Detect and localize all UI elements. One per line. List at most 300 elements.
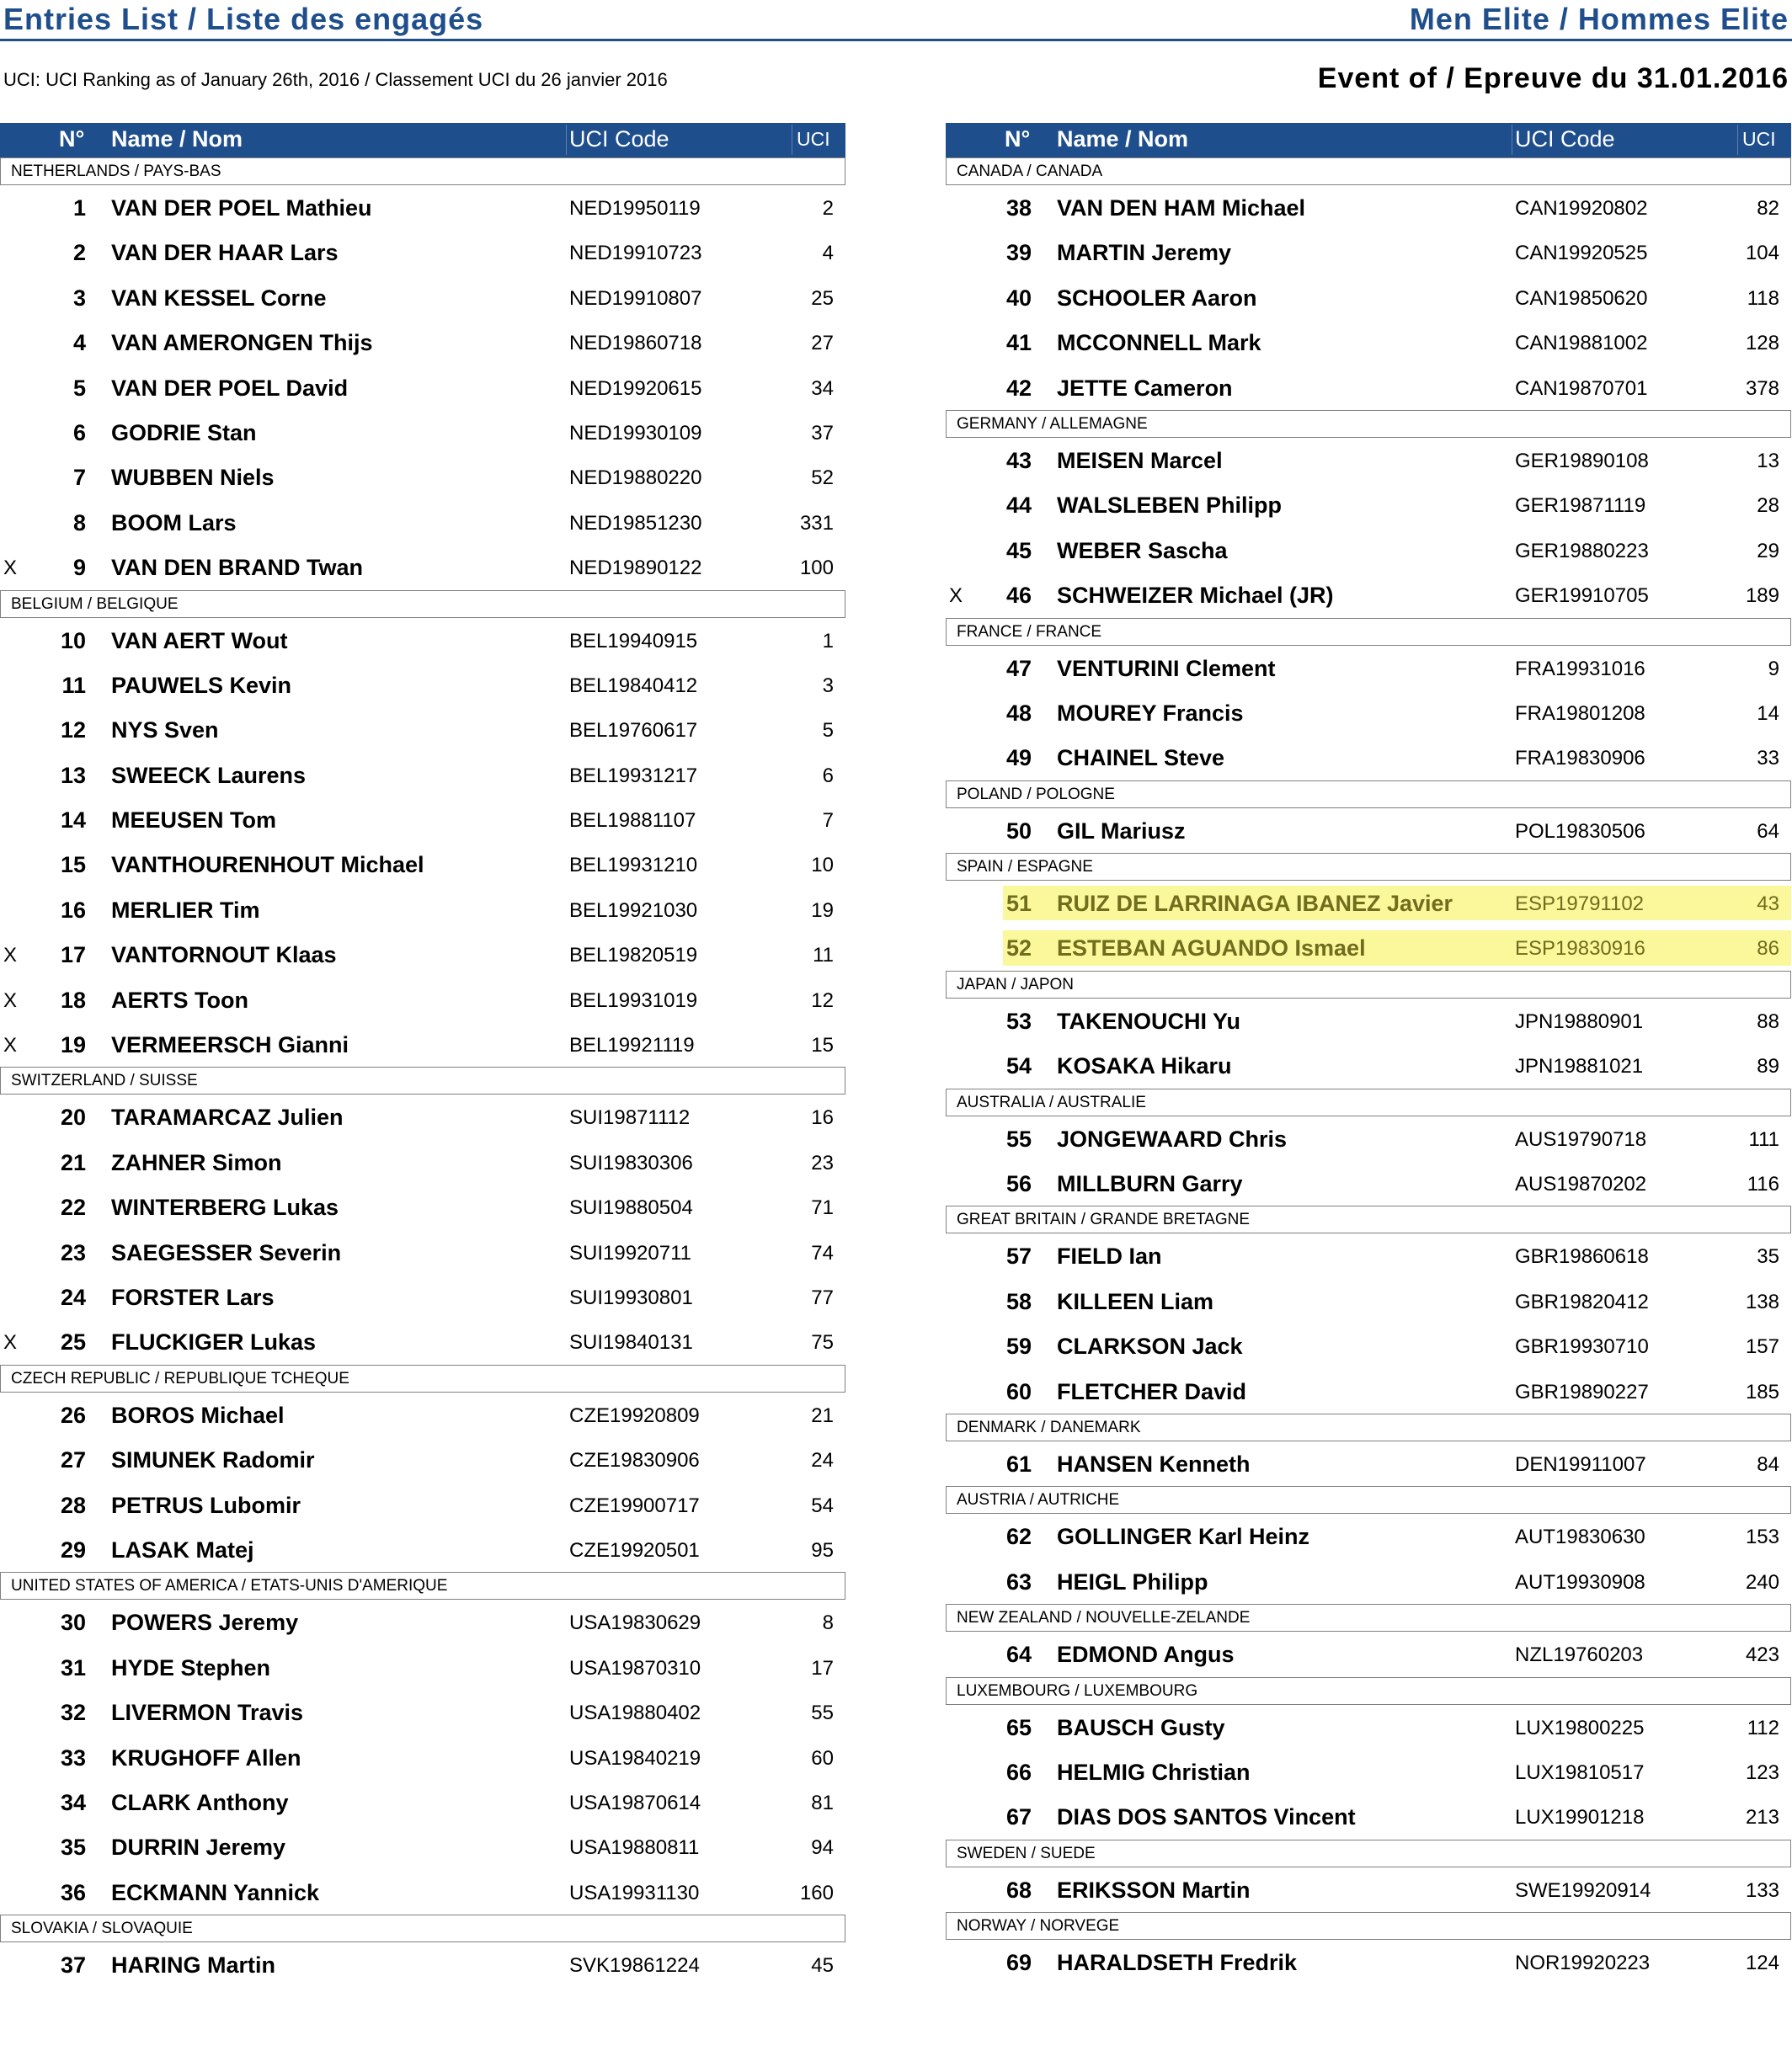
table-row <box>0 1437 845 1482</box>
uci-ranking: 9 <box>1768 657 1779 680</box>
rider-number: 35 <box>60 1835 86 1861</box>
rider-number: 24 <box>60 1284 86 1310</box>
uci-code: GBR19930710 <box>1515 1335 1649 1359</box>
rider-name: CHAINEL Steve <box>1057 745 1225 771</box>
uci-ranking: 60 <box>811 1746 834 1770</box>
uci-code: AUS19790718 <box>1515 1127 1647 1151</box>
event-date: Event of / Epreuve du 31.01.2016 <box>1317 62 1789 94</box>
rider-name: HARING Martin <box>111 1952 275 1979</box>
entry-mark: X <box>3 944 18 967</box>
rider-number: 56 <box>1005 1171 1032 1197</box>
rider-name: KOSAKA Hikaru <box>1057 1053 1232 1079</box>
rider-number: 39 <box>1005 240 1032 266</box>
table-row <box>0 797 845 842</box>
uci-ranking: 189 <box>1745 584 1779 608</box>
rider-name: SIMUNEK Radomir <box>111 1447 315 1473</box>
rider-number: 2 <box>72 240 86 266</box>
table-row <box>946 438 1791 482</box>
table-row <box>946 320 1791 365</box>
rider-number: 63 <box>1005 1569 1032 1595</box>
uci-code: CZE19900717 <box>569 1494 700 1517</box>
rider-name: KRUGHOFF Allen <box>111 1744 301 1771</box>
uci-ranking: 75 <box>811 1331 834 1355</box>
table-row <box>946 1043 1791 1088</box>
uci-code: NED19860718 <box>569 332 702 355</box>
rider-name: AERTS Toon <box>111 987 248 1013</box>
table-row <box>0 1735 845 1780</box>
rider-number: 32 <box>60 1700 86 1726</box>
uci-code: CAN19920802 <box>1515 197 1648 220</box>
header-number: N° <box>1005 126 1031 152</box>
rider-name: ECKMANN Yannick <box>111 1879 320 1905</box>
rider-number: 26 <box>60 1402 86 1428</box>
country-header: SLOVAKIA / SLOVAQUIE <box>0 1915 845 1942</box>
rider-name: MARTIN Jeremy <box>1057 240 1232 266</box>
uci-code: SUI19840131 <box>569 1331 693 1355</box>
country-header: SWEDEN / SUEDE <box>946 1840 1791 1867</box>
uci-ranking: 35 <box>1757 1245 1779 1269</box>
uci-code: BEL19921119 <box>569 1034 695 1057</box>
rider-number: 8 <box>72 509 86 535</box>
rider-number: 45 <box>1005 537 1032 563</box>
uci-code: CZE19830906 <box>569 1449 700 1473</box>
rider-name: VAN DER HAAR Lars <box>111 240 339 266</box>
rider-name: VAN DER POEL David <box>111 375 349 401</box>
uci-ranking: 52 <box>811 466 834 490</box>
uci-code: POL19830506 <box>1515 819 1645 843</box>
table-row <box>0 932 845 977</box>
rider-name: VAN AERT Wout <box>111 627 288 653</box>
rider-number: 12 <box>60 717 86 743</box>
table-row <box>946 1632 1791 1676</box>
rider-number: 31 <box>60 1654 86 1681</box>
rider-name: VENTURINI Clement <box>1057 655 1276 681</box>
uci-ranking: 100 <box>799 557 834 580</box>
table-row <box>0 320 845 365</box>
country-header: LUXEMBOURG / LUXEMBOURG <box>946 1677 1791 1705</box>
table-row <box>946 690 1791 735</box>
rider-number: 27 <box>60 1447 86 1473</box>
uci-ranking: 15 <box>811 1034 834 1057</box>
entry-mark: X <box>3 557 18 580</box>
uci-ranking: 12 <box>811 988 834 1012</box>
rider-number: 3 <box>72 285 86 311</box>
rider-number: 14 <box>60 807 86 834</box>
rider-number: 30 <box>60 1610 86 1636</box>
uci-code: BEL19931019 <box>569 988 698 1012</box>
uci-ranking: 10 <box>811 854 834 877</box>
table-row <box>0 230 845 274</box>
table-header <box>946 123 1791 157</box>
rider-number: 59 <box>1005 1334 1032 1360</box>
table-row <box>946 275 1791 320</box>
uci-ranking: 19 <box>811 898 834 922</box>
rider-number: 54 <box>1005 1053 1032 1079</box>
uci-code: USA19830629 <box>569 1611 701 1635</box>
table-row <box>946 1705 1791 1750</box>
rider-name: TAKENOUCHI Yu <box>1057 1008 1241 1034</box>
rider-name: MEISEN Marcel <box>1057 447 1223 473</box>
rider-name: BOOM Lars <box>111 509 237 535</box>
country-header: UNITED STATES OF AMERICA / ETATS-UNIS D'AMERIQUE <box>0 1572 845 1600</box>
rider-name: FORSTER Lars <box>111 1284 275 1310</box>
rider-name: VAN AMERONGEN Thijs <box>111 330 373 356</box>
table-row <box>946 1369 1791 1414</box>
uci-ranking: 71 <box>811 1196 834 1220</box>
uci-ranking: 37 <box>811 421 834 445</box>
rider-name: VANTORNOUT Klaas <box>111 942 337 968</box>
table-row-highlighted <box>946 881 1791 925</box>
country-header: NORWAY / NORVEGE <box>946 1912 1791 1940</box>
uci-code: GBR19860618 <box>1515 1245 1649 1269</box>
uci-code: BEL19881107 <box>569 809 696 833</box>
table-row <box>0 1140 845 1185</box>
rider-number: 7 <box>72 465 86 491</box>
uci-ranking: 3 <box>822 674 834 697</box>
rider-number: 33 <box>60 1744 86 1771</box>
country-header: GERMANY / ALLEMAGNE <box>946 410 1791 438</box>
table-row <box>0 1095 845 1139</box>
uci-ranking: 86 <box>1757 937 1779 961</box>
country-header: CZECH REPUBLIC / REPUBLIQUE TCHEQUE <box>0 1365 845 1393</box>
uci-ranking: 331 <box>799 511 834 535</box>
table-row <box>0 1690 845 1734</box>
header-name: Name / Nom <box>111 126 243 152</box>
entries-table-left <box>0 123 845 1987</box>
uci-ranking: 28 <box>1757 494 1779 518</box>
uci-code: USA19931130 <box>569 1881 700 1904</box>
header-uci-ranking: UCI <box>1742 128 1776 150</box>
header-uci-code: UCI Code <box>569 126 669 152</box>
uci-code: BEL19840412 <box>569 674 698 697</box>
rider-name: LASAK Matej <box>111 1537 254 1563</box>
rider-name: CLARKSON Jack <box>1057 1334 1243 1360</box>
uci-ranking: 14 <box>1757 701 1779 725</box>
rider-number: 48 <box>1005 700 1032 726</box>
uci-ranking: 118 <box>1747 286 1779 310</box>
uci-ranking: 116 <box>1747 1173 1779 1196</box>
rider-number: 64 <box>1005 1642 1032 1668</box>
table-row <box>0 1824 845 1869</box>
uci-code: GER19871119 <box>1515 494 1646 518</box>
uci-ranking: 24 <box>811 1449 834 1473</box>
uci-code: USA19870310 <box>569 1656 701 1680</box>
country-header: NEW ZEALAND / NOUVELLE-ZELANDE <box>946 1604 1791 1632</box>
table-row <box>0 1393 845 1437</box>
rider-name: WINTERBERG Lukas <box>111 1195 339 1221</box>
rider-name: MERLIER Tim <box>111 897 260 923</box>
header-uci-code: UCI Code <box>1515 126 1615 152</box>
table-row-highlighted <box>946 925 1791 970</box>
rider-name: VAN DEN BRAND Twan <box>111 555 364 581</box>
rider-number: 50 <box>1005 818 1032 844</box>
rider-name: HARALDSETH Fredrik <box>1057 1950 1298 1976</box>
uci-code: SUI19871112 <box>569 1106 691 1130</box>
uci-ranking: 84 <box>1757 1452 1779 1476</box>
uci-code: ESP19830916 <box>1515 937 1645 961</box>
table-row <box>946 1233 1791 1278</box>
uci-code: CAN19881002 <box>1515 332 1648 355</box>
table-row <box>946 1750 1791 1794</box>
uci-ranking: 157 <box>1745 1335 1779 1359</box>
uci-code: ESP19791102 <box>1515 892 1645 916</box>
rider-name: HANSEN Kenneth <box>1057 1451 1251 1477</box>
rider-name: HELMIG Christian <box>1057 1759 1251 1785</box>
rider-number: 62 <box>1005 1524 1032 1550</box>
rider-number: 51 <box>1005 891 1032 917</box>
rider-number: 5 <box>72 375 86 401</box>
uci-ranking: 123 <box>1745 1760 1779 1784</box>
table-row <box>946 1116 1791 1161</box>
uci-code: AUS19870202 <box>1515 1173 1647 1196</box>
rider-number: 43 <box>1005 447 1032 473</box>
rider-number: 36 <box>60 1879 86 1905</box>
table-row <box>0 1645 845 1690</box>
rider-name: MEEUSEN Tom <box>111 807 277 834</box>
rider-number: 69 <box>1005 1950 1032 1976</box>
uci-code: FRA19801208 <box>1515 701 1645 725</box>
uci-ranking: 64 <box>1757 819 1779 843</box>
rider-number: 25 <box>60 1329 86 1356</box>
country-header: BELGIUM / BELGIQUE <box>0 590 845 618</box>
uci-code: AUT19930908 <box>1515 1570 1645 1594</box>
table-header <box>0 123 845 157</box>
uci-ranking: 112 <box>1747 1716 1779 1739</box>
rider-name: JONGEWAARD Chris <box>1057 1126 1288 1152</box>
rider-name: WALSLEBEN Philipp <box>1057 493 1282 519</box>
uci-ranking: 74 <box>811 1241 834 1265</box>
rider-number: 11 <box>61 672 86 698</box>
table-row <box>0 1319 845 1364</box>
rider-name: NYS Sven <box>111 717 219 743</box>
uci-ranking: 81 <box>811 1791 834 1814</box>
table-body <box>0 157 845 1987</box>
uci-code: CAN19920525 <box>1515 242 1648 265</box>
rider-name: VAN DEN HAM Michael <box>1057 195 1306 221</box>
table-row <box>0 1780 845 1824</box>
rider-number: 21 <box>60 1149 86 1175</box>
uci-ranking: 111 <box>1748 1127 1779 1151</box>
uci-code: GER19880223 <box>1515 539 1649 562</box>
rider-number: 53 <box>1005 1008 1032 1034</box>
rider-name: ERIKSSON Martin <box>1057 1877 1251 1903</box>
uci-code: NED19910807 <box>569 286 702 310</box>
rider-name: VANTHOURENHOUT Michael <box>111 852 424 878</box>
uci-ranking: 89 <box>1757 1055 1779 1079</box>
table-row <box>0 618 845 663</box>
table-row <box>0 887 845 932</box>
table-row <box>0 545 845 589</box>
rider-name: HEIGL Philipp <box>1057 1569 1208 1595</box>
uci-code: SUI19830306 <box>569 1151 693 1174</box>
uci-code: SWE19920914 <box>1515 1878 1651 1902</box>
rider-name: JETTE Cameron <box>1057 375 1233 401</box>
entry-mark: X <box>3 1034 18 1057</box>
uci-code: BEL19921030 <box>569 898 698 922</box>
rider-number: 19 <box>60 1032 86 1058</box>
uci-ranking: 4 <box>822 242 834 265</box>
uci-code: BEL19760617 <box>569 719 698 743</box>
rider-number: 58 <box>1005 1288 1032 1314</box>
rider-number: 4 <box>72 330 86 356</box>
uci-code: NED19920615 <box>569 376 702 400</box>
rider-name: DIAS DOS SANTOS Vincent <box>1057 1804 1356 1830</box>
rider-number: 23 <box>60 1239 86 1265</box>
uci-code: LUX19810517 <box>1515 1760 1645 1784</box>
rider-name: SCHWEIZER Michael (JR) <box>1057 583 1334 609</box>
table-row <box>0 500 845 545</box>
uci-code: NED19890122 <box>569 557 702 580</box>
uci-ranking: 25 <box>811 286 834 310</box>
uci-code: NED19880220 <box>569 466 702 490</box>
table-row <box>946 1940 1791 1984</box>
uci-code: NED19910723 <box>569 242 702 265</box>
rider-name: GODRIE Stan <box>111 419 257 445</box>
table-row <box>0 1185 845 1229</box>
rider-name: MOUREY Francis <box>1057 700 1244 726</box>
uci-ranking: 5 <box>822 719 834 743</box>
rider-name: KILLEEN Liam <box>1057 1288 1214 1314</box>
uci-code: USA19840219 <box>569 1746 701 1770</box>
table-row <box>946 528 1791 573</box>
rider-number: 66 <box>1005 1759 1032 1785</box>
table-row <box>0 1483 845 1527</box>
table-row <box>946 646 1791 690</box>
rider-name: WUBBEN Niels <box>111 465 275 491</box>
rider-number: 28 <box>60 1492 86 1518</box>
uci-code: JPN19881021 <box>1515 1055 1644 1079</box>
uci-ranking: 88 <box>1757 1009 1779 1033</box>
document-title: Entries List / Liste des engagés <box>3 2 484 36</box>
rider-number: 41 <box>1005 330 1032 356</box>
uci-ranking: 94 <box>811 1836 834 1860</box>
uci-code: LUX19901218 <box>1515 1806 1645 1830</box>
uci-code: BEL19940915 <box>569 629 698 652</box>
uci-ranking: 8 <box>822 1611 834 1635</box>
rider-number: 6 <box>72 419 86 445</box>
country-header: SPAIN / ESPAGNE <box>946 853 1791 881</box>
table-row <box>0 1870 845 1915</box>
header-number: N° <box>59 126 85 152</box>
rider-name: PAUWELS Kevin <box>111 672 292 698</box>
rider-number: 47 <box>1005 655 1032 681</box>
rider-name: ESTEBAN AGUANDO Ismael <box>1057 935 1366 961</box>
uci-ranking: 95 <box>811 1538 834 1562</box>
uci-ranking: 128 <box>1745 332 1779 355</box>
uci-ranking: 104 <box>1745 242 1779 265</box>
table-row <box>0 1600 845 1644</box>
rider-number: 13 <box>60 762 86 788</box>
rider-number: 10 <box>60 627 86 653</box>
uci-code: CAN19870701 <box>1515 376 1648 400</box>
rider-number: 61 <box>1005 1451 1032 1477</box>
rider-number: 52 <box>1005 935 1032 961</box>
rider-number: 15 <box>60 852 86 878</box>
uci-ranking: 45 <box>811 1954 834 1978</box>
uci-ranking: 27 <box>811 332 834 355</box>
uci-ranking: 23 <box>811 1151 834 1174</box>
table-row <box>0 663 845 707</box>
uci-code: BEL19820519 <box>569 944 698 967</box>
rider-number: 18 <box>60 987 86 1013</box>
rider-number: 65 <box>1005 1714 1032 1740</box>
table-row <box>0 977 845 1022</box>
uci-ranking: 11 <box>813 944 834 967</box>
rider-number: 46 <box>1005 583 1032 609</box>
rider-name: HYDE Stephen <box>111 1654 271 1681</box>
table-row <box>0 1230 845 1275</box>
table-row <box>946 1441 1791 1486</box>
uci-ranking: 43 <box>1757 892 1779 916</box>
uci-ranking: 33 <box>1757 747 1779 770</box>
table-row <box>946 365 1791 410</box>
rider-name: BOROS Michael <box>111 1402 285 1428</box>
country-header: FRANCE / FRANCE <box>946 618 1791 646</box>
uci-code: CAN19850620 <box>1515 286 1648 310</box>
rider-name: TARAMARCAZ Julien <box>111 1105 344 1131</box>
uci-code: GER19910705 <box>1515 584 1649 608</box>
table-row <box>0 707 845 752</box>
uci-ranking: 1 <box>822 629 834 652</box>
header-uci-ranking: UCI <box>797 128 830 150</box>
table-row <box>0 753 845 797</box>
table-row <box>0 455 845 499</box>
uci-code: LUX19800225 <box>1515 1716 1645 1739</box>
uci-code: USA19880811 <box>569 1836 700 1860</box>
header-divider <box>1737 125 1738 155</box>
rider-number: 38 <box>1005 195 1032 221</box>
entry-mark: X <box>949 584 963 608</box>
header-divider <box>566 125 567 155</box>
country-header: CANADA / CANADA <box>946 157 1791 185</box>
rider-number: 34 <box>60 1789 86 1815</box>
uci-ranking: 138 <box>1745 1290 1779 1313</box>
rider-name: VERMEERSCH Gianni <box>111 1032 349 1058</box>
table-row <box>946 999 1791 1043</box>
rider-number: 68 <box>1005 1877 1032 1903</box>
table-row <box>0 185 845 230</box>
uci-code: NZL19760203 <box>1515 1643 1644 1667</box>
uci-ranking: 21 <box>811 1404 834 1427</box>
table-row <box>0 275 845 320</box>
rider-number: 9 <box>72 555 86 581</box>
uci-ranking: 124 <box>1745 1952 1779 1975</box>
table-row <box>0 1275 845 1319</box>
country-header: GREAT BRITAIN / GRANDE BRETAGNE <box>946 1206 1791 1233</box>
uci-code: USA19870614 <box>569 1791 701 1814</box>
rider-name: BAUSCH Gusty <box>1057 1714 1225 1740</box>
rider-number: 42 <box>1005 375 1032 401</box>
uci-ranking: 82 <box>1757 197 1779 220</box>
uci-code: DEN19911007 <box>1515 1452 1646 1476</box>
uci-code: BEL19931210 <box>569 854 698 877</box>
table-row <box>946 1161 1791 1206</box>
rider-number: 60 <box>1005 1378 1032 1404</box>
country-header: DENMARK / DANEMARK <box>946 1414 1791 1441</box>
uci-code: FRA19830906 <box>1515 747 1645 770</box>
rider-name: VAN KESSEL Corne <box>111 285 327 311</box>
entry-mark: X <box>3 988 18 1012</box>
rider-name: MCCONNELL Mark <box>1057 330 1261 356</box>
rider-name: LIVERMON Travis <box>111 1700 304 1726</box>
rider-number: 16 <box>60 897 86 923</box>
table-row <box>0 410 845 455</box>
entry-mark: X <box>3 1331 18 1355</box>
category-title: Men Elite / Hommes Elite <box>1409 2 1789 36</box>
uci-code: GER19890108 <box>1515 449 1649 472</box>
rider-name: POWERS Jeremy <box>111 1610 299 1636</box>
uci-ranking: 153 <box>1745 1526 1779 1549</box>
